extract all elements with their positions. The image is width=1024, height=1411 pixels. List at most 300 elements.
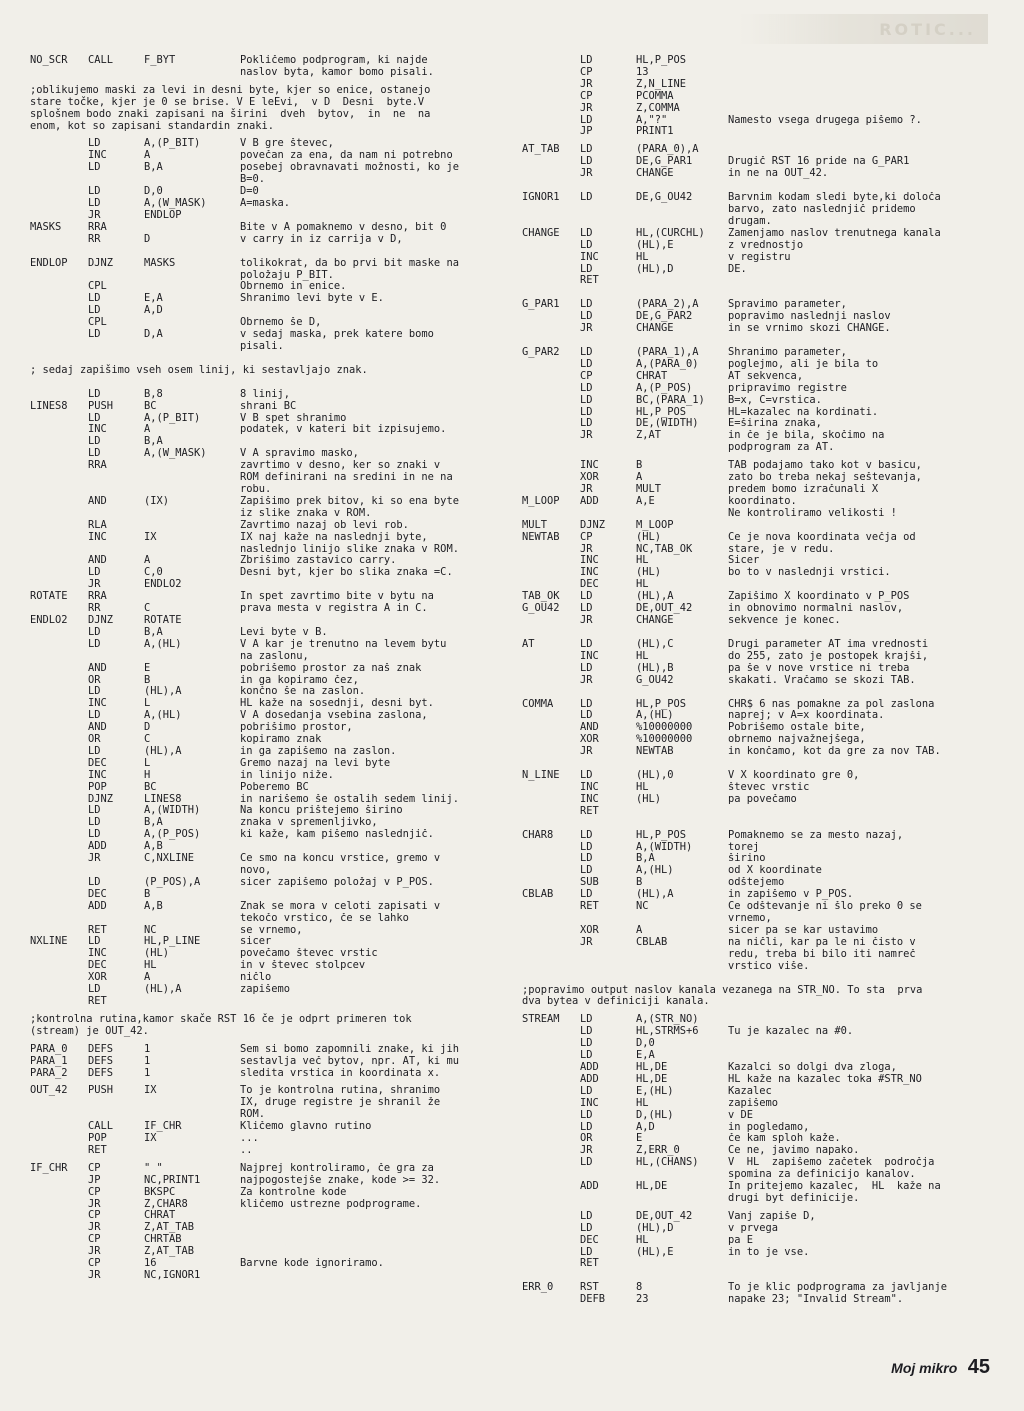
code-opcode: DEC	[88, 960, 107, 972]
code-comment: pobrišemo prostor za naš znak	[240, 662, 422, 674]
code-line	[522, 1133, 992, 1145]
code-line	[522, 240, 992, 252]
code-comment: na zaslonu,	[240, 650, 309, 662]
code-comment: Sicer	[728, 555, 760, 567]
code-label	[30, 1270, 88, 1282]
code-operand: A,(PARA_0)	[636, 358, 699, 370]
code-operand: Z,COMMA	[636, 102, 680, 114]
code-operand	[636, 1169, 728, 1181]
code-operand	[144, 1109, 240, 1121]
code-operand: BC	[144, 400, 157, 412]
code-opcode: JR	[580, 168, 593, 180]
code-line	[30, 675, 500, 687]
code-label: PARA_0	[30, 1043, 68, 1055]
code-opcode: LD	[580, 1050, 593, 1062]
code-opcode: DJNZ	[88, 257, 114, 269]
code-label	[522, 865, 580, 877]
code-label	[522, 877, 580, 889]
code-opcode: LD	[88, 197, 101, 209]
code-operand: (HL)	[636, 531, 662, 543]
code-opcode: INC	[580, 650, 599, 662]
code-label	[522, 961, 580, 973]
code-opcode: JR	[580, 936, 593, 948]
code-opcode: LD	[580, 1246, 593, 1258]
code-operand: (HL),A	[144, 745, 182, 757]
code-operand: Z,ERR_0	[636, 1145, 680, 1157]
code-opcode: RET	[580, 805, 599, 817]
code-comment: Tu je kazalec na #0.	[728, 1026, 854, 1038]
code-line	[522, 925, 992, 937]
code-comment: ničlo	[240, 972, 272, 984]
code-operand	[144, 270, 240, 282]
code-operand: (HL)	[144, 948, 170, 960]
code-line	[30, 555, 500, 567]
code-opcode	[88, 544, 144, 556]
code-line	[30, 329, 500, 341]
code-label	[30, 841, 88, 853]
code-line	[522, 579, 992, 591]
code-comment: in pogledamo,	[728, 1121, 810, 1133]
code-line	[30, 627, 500, 639]
code-line	[522, 1169, 992, 1181]
code-line	[522, 115, 992, 127]
code-opcode: ADD	[580, 495, 599, 507]
code-label	[30, 1210, 88, 1222]
code-line	[30, 913, 500, 925]
code-operand: CHANGE	[636, 614, 674, 626]
code-operand: B	[144, 888, 151, 900]
spacer	[522, 627, 992, 639]
code-comment: v sedaj maska, prek katere bomo	[240, 329, 434, 341]
code-comment: Desni byt, kjer bo slika znaka =C.	[240, 567, 453, 579]
code-comment	[728, 275, 992, 287]
code-line	[522, 603, 992, 615]
code-label	[30, 758, 88, 770]
code-label	[522, 442, 580, 454]
code-comment: do 255, zato je postopek krajši,	[728, 650, 929, 662]
code-comment: shrani BC	[240, 400, 297, 412]
code-operand: CHRAT	[144, 1210, 176, 1222]
code-label: CHAR8	[522, 829, 554, 841]
code-line	[522, 532, 992, 544]
code-opcode: LD	[580, 698, 593, 710]
header-band	[738, 14, 988, 44]
code-opcode: JP	[580, 126, 593, 138]
code-operand: (HL),A	[144, 686, 182, 698]
code-operand: (HL),D	[636, 1222, 674, 1234]
code-label	[522, 675, 580, 687]
code-label: ENDLOP	[30, 257, 68, 269]
code-line	[30, 1121, 500, 1133]
code-opcode: RR	[88, 603, 101, 615]
code-opcode: INC	[580, 555, 599, 567]
code-label	[522, 663, 580, 675]
code-opcode: XOR	[580, 472, 599, 484]
code-line	[30, 174, 500, 186]
code-operand: E,(HL)	[636, 1085, 674, 1097]
code-operand: HL	[636, 781, 649, 793]
code-label	[522, 722, 580, 734]
code-comment: in linijo niže.	[240, 769, 334, 781]
code-operand: HL,DE	[636, 1181, 668, 1193]
code-label	[30, 901, 88, 913]
code-opcode: LD	[580, 144, 593, 156]
code-line	[522, 168, 992, 180]
code-operand	[636, 442, 728, 454]
code-label	[30, 210, 88, 222]
code-label	[30, 948, 88, 960]
code-comment: z vrednostjo	[728, 239, 804, 251]
code-comment: Zavrtimo nazaj ob levi rob.	[240, 519, 409, 531]
code-label	[30, 972, 88, 984]
code-operand	[636, 216, 728, 228]
code-operand: A,(HL)	[144, 638, 182, 650]
code-label	[30, 484, 88, 496]
code-line	[30, 341, 500, 353]
code-label	[30, 1121, 88, 1133]
code-line	[522, 359, 992, 371]
code-operand: 13	[636, 66, 649, 78]
code-operand: Z,AT_TAB	[144, 1222, 195, 1234]
code-opcode: RLA	[88, 519, 107, 531]
code-opcode: LD	[88, 186, 101, 198]
code-label	[522, 1294, 580, 1306]
code-label	[522, 1050, 580, 1062]
code-opcode: JR	[580, 323, 593, 335]
code-line	[522, 407, 992, 419]
code-opcode: RRA	[88, 591, 107, 603]
code-label	[30, 698, 88, 710]
code-opcode	[88, 341, 144, 353]
code-label	[522, 168, 580, 180]
code-operand: DE,G_PAR1	[636, 156, 693, 168]
code-operand: (PARA_1),A	[636, 347, 699, 359]
code-line	[30, 234, 500, 246]
code-opcode: CPL	[88, 281, 107, 293]
code-opcode: LD	[88, 448, 101, 460]
code-line	[30, 1246, 500, 1258]
code-comment	[728, 103, 992, 115]
code-comment: vrstico više.	[728, 960, 810, 972]
code-comment: In spet zavrtimo bite v bytu na	[240, 591, 434, 603]
code-comment: novo,	[240, 865, 272, 876]
code-comment: in narišemo še ostalih sedem linij.	[240, 793, 459, 805]
code-label	[522, 216, 580, 228]
code-line	[30, 1222, 500, 1234]
code-operand: HL,DE	[636, 1073, 668, 1085]
code-comment: V A spravimo masko,	[240, 448, 359, 460]
code-line	[522, 1247, 992, 1259]
code-opcode: LD	[580, 710, 593, 722]
code-line	[522, 1181, 992, 1193]
code-label	[30, 639, 88, 651]
code-comment	[728, 55, 992, 67]
code-label	[30, 150, 88, 162]
code-opcode	[88, 174, 144, 186]
code-line	[522, 830, 992, 842]
code-opcode: AND	[88, 495, 107, 507]
code-operand: (HL),A	[144, 984, 182, 996]
spacer	[30, 246, 500, 258]
code-operand: HL,P_POS	[636, 55, 687, 66]
code-opcode: LD	[88, 876, 101, 888]
code-comment: To je kontrolna rutina, shranimo	[240, 1085, 441, 1097]
code-comment: To je klic podprograma za javljanje	[728, 1282, 947, 1294]
code-comment: poglejmo, ali je bila to	[728, 358, 879, 370]
code-line	[522, 67, 992, 79]
code-line	[30, 794, 500, 806]
code-label	[30, 1222, 88, 1234]
code-label: G_OU42	[522, 603, 560, 615]
code-operand: A,(P_BIT)	[144, 412, 201, 424]
code-label	[522, 371, 580, 383]
code-label	[522, 1211, 580, 1223]
code-operand	[636, 275, 728, 287]
spacer	[522, 758, 992, 770]
code-line	[30, 293, 500, 305]
code-comment: Najprej kontroliramo, če gra za	[240, 1162, 434, 1174]
code-label	[522, 544, 580, 556]
code-line	[522, 1086, 992, 1098]
code-comment: Gremo nazaj na levi byte	[240, 757, 391, 769]
code-comment	[240, 436, 500, 448]
code-line	[30, 829, 500, 841]
code-opcode: LD	[580, 603, 593, 615]
code-operand	[144, 508, 240, 520]
code-label	[522, 1157, 580, 1169]
code-line	[522, 1211, 992, 1223]
code-line	[522, 347, 992, 359]
code-label	[522, 1026, 580, 1038]
code-label	[522, 264, 580, 276]
code-opcode	[580, 508, 636, 520]
code-label	[522, 782, 580, 794]
code-operand: HL	[636, 1097, 649, 1109]
code-comment: Znak se mora v celoti zapisati v	[240, 900, 441, 912]
code-label	[522, 407, 580, 419]
code-label: ENDLO2	[30, 614, 68, 626]
code-comment: od X koordinate	[728, 865, 822, 877]
code-line	[30, 1163, 500, 1175]
code-operand: A,(HL)	[636, 865, 674, 877]
code-operand: DE,G_OU42	[636, 192, 693, 204]
code-comment: podprogram za AT.	[728, 442, 835, 454]
code-line	[522, 299, 992, 311]
code-comment: in zapišemo v P_POS.	[728, 889, 854, 901]
code-opcode: LD	[580, 662, 593, 674]
spacer	[522, 687, 992, 699]
code-comment	[728, 520, 992, 532]
code-line	[30, 591, 500, 603]
code-label	[30, 663, 88, 675]
code-comment: zato bo treba nekaj seštevanja,	[728, 472, 922, 484]
code-operand: B	[636, 877, 643, 889]
code-line	[522, 1062, 992, 1074]
code-operand: 1	[144, 1055, 151, 1067]
code-opcode: XOR	[88, 972, 107, 984]
code-line	[30, 1199, 500, 1211]
code-line	[30, 424, 500, 436]
code-operand: A,(W_MASK)	[144, 448, 207, 460]
code-comment: DE.	[728, 263, 747, 275]
code-line	[30, 996, 500, 1008]
code-opcode: SUB	[580, 877, 599, 889]
code-line	[30, 1175, 500, 1187]
code-comment	[728, 126, 992, 138]
code-opcode: LD	[580, 263, 593, 275]
code-operand: HL,P_POS	[636, 829, 687, 841]
code-opcode: DEFS	[88, 1067, 114, 1079]
code-operand: HL	[636, 579, 649, 591]
code-opcode: JR	[580, 674, 593, 686]
code-label	[522, 395, 580, 407]
code-label	[30, 734, 88, 746]
code-label: LINES8	[30, 400, 68, 412]
code-line	[30, 281, 500, 293]
code-label	[522, 901, 580, 913]
code-line	[522, 1026, 992, 1038]
code-opcode	[88, 651, 144, 663]
code-label	[30, 722, 88, 734]
code-comment: povečan za ena, da nam ni potrebno	[240, 150, 453, 162]
code-line	[522, 472, 992, 484]
code-opcode: JR	[88, 209, 101, 221]
magazine-brand: Moj mikro	[891, 1360, 958, 1376]
code-operand: (HL),E	[636, 239, 674, 251]
spacer	[522, 973, 992, 985]
code-label	[522, 1223, 580, 1235]
code-label	[30, 1246, 88, 1258]
code-operand: A,(WIDTH)	[636, 841, 693, 853]
code-operand: IX	[144, 1133, 157, 1145]
code-label	[522, 204, 580, 216]
code-operand: A,B	[144, 841, 163, 853]
code-operand: D	[144, 233, 151, 245]
code-line	[30, 472, 500, 484]
code-operand: BC,(PARA_1)	[636, 394, 705, 406]
code-operand: NEWTAB	[636, 746, 674, 758]
comment-line: (stream) je OUT_42.	[30, 1024, 149, 1037]
code-label	[522, 126, 580, 138]
code-opcode: JR	[580, 543, 593, 555]
code-opcode: CP	[580, 531, 593, 543]
code-line	[522, 460, 992, 472]
code-operand	[636, 1193, 728, 1205]
code-label: ROTATE	[30, 591, 68, 603]
code-line	[30, 389, 500, 401]
code-label	[522, 311, 580, 323]
code-opcode: INC	[580, 251, 599, 263]
code-opcode: LD	[580, 239, 593, 251]
code-line	[522, 1294, 992, 1306]
comment-line: splošnem bodo znaki zapisani na širini dveh bytov, in ne na	[30, 107, 431, 120]
code-comment: pobrišimo prostor,	[240, 722, 353, 734]
code-line	[30, 1270, 500, 1282]
code-comment: vrnemo,	[728, 913, 772, 924]
code-opcode: JR	[88, 1198, 101, 1210]
code-line	[522, 544, 992, 556]
code-label	[30, 174, 88, 186]
code-line	[30, 448, 500, 460]
code-operand	[144, 651, 240, 663]
code-opcode: LD	[580, 55, 593, 66]
code-label: AT	[522, 638, 535, 650]
code-comment: Shranimo parameter,	[728, 347, 847, 359]
code-operand: CHANGE	[636, 323, 674, 335]
code-line	[522, 591, 992, 603]
code-opcode: INC	[580, 781, 599, 793]
code-line	[30, 651, 500, 663]
code-line	[30, 925, 500, 937]
code-opcode: INC	[580, 793, 599, 805]
code-comment: števec vrstic	[728, 781, 810, 793]
code-line	[522, 937, 992, 949]
code-label	[522, 842, 580, 854]
code-operand: CBLAB	[636, 936, 668, 948]
code-label	[522, 323, 580, 335]
code-operand: HL	[636, 555, 649, 567]
code-label: IF_CHR	[30, 1162, 68, 1174]
code-operand: HL	[636, 650, 649, 662]
code-opcode: LD	[580, 1038, 593, 1050]
code-label	[522, 746, 580, 758]
code-operand: B	[636, 460, 643, 472]
code-comment: v prvega	[728, 1222, 779, 1234]
code-label	[522, 615, 580, 627]
code-label	[522, 91, 580, 103]
code-line	[522, 484, 992, 496]
code-comment: sicer	[240, 936, 272, 948]
code-comment: V A dosedanja vsebina zaslona,	[240, 710, 428, 722]
code-operand: DE,G_PAR2	[636, 311, 693, 323]
code-line	[30, 1258, 500, 1270]
code-line	[30, 484, 500, 496]
code-label	[30, 270, 88, 282]
code-label	[30, 1258, 88, 1270]
code-operand: LINES8	[144, 793, 182, 805]
code-comment: sekvence je konec.	[728, 614, 841, 626]
code-comment: Namesto vsega drugega pišemo ?.	[728, 114, 922, 126]
code-line	[522, 651, 992, 663]
code-label	[30, 1234, 88, 1246]
code-operand: L	[144, 698, 151, 710]
code-comment: Poberemo BC	[240, 781, 309, 793]
code-operand: NC	[144, 924, 157, 936]
code-operand: (HL)	[636, 793, 662, 805]
code-label	[522, 1247, 580, 1259]
code-comment: se vrnemo,	[240, 924, 303, 936]
code-label: COMMA	[522, 698, 554, 710]
code-label	[30, 496, 88, 508]
code-line	[30, 936, 500, 948]
code-line	[522, 675, 992, 687]
code-comment: B=x, C=vrstica.	[728, 394, 822, 406]
code-comment: 8 linij,	[240, 388, 291, 400]
code-label	[522, 806, 580, 818]
code-line	[30, 841, 500, 853]
code-line	[30, 603, 500, 615]
code-operand: Z,CHAR8	[144, 1198, 188, 1210]
code-comment: drugam.	[728, 215, 772, 227]
code-line	[30, 889, 500, 901]
code-comment: ROM definirani na sredini in ne na	[240, 472, 453, 484]
code-operand: HL,STRMS+6	[636, 1026, 699, 1038]
code-opcode: JR	[88, 1270, 101, 1281]
code-label	[522, 1235, 580, 1247]
code-label	[30, 293, 88, 305]
code-line	[522, 567, 992, 579]
code-label	[522, 79, 580, 91]
